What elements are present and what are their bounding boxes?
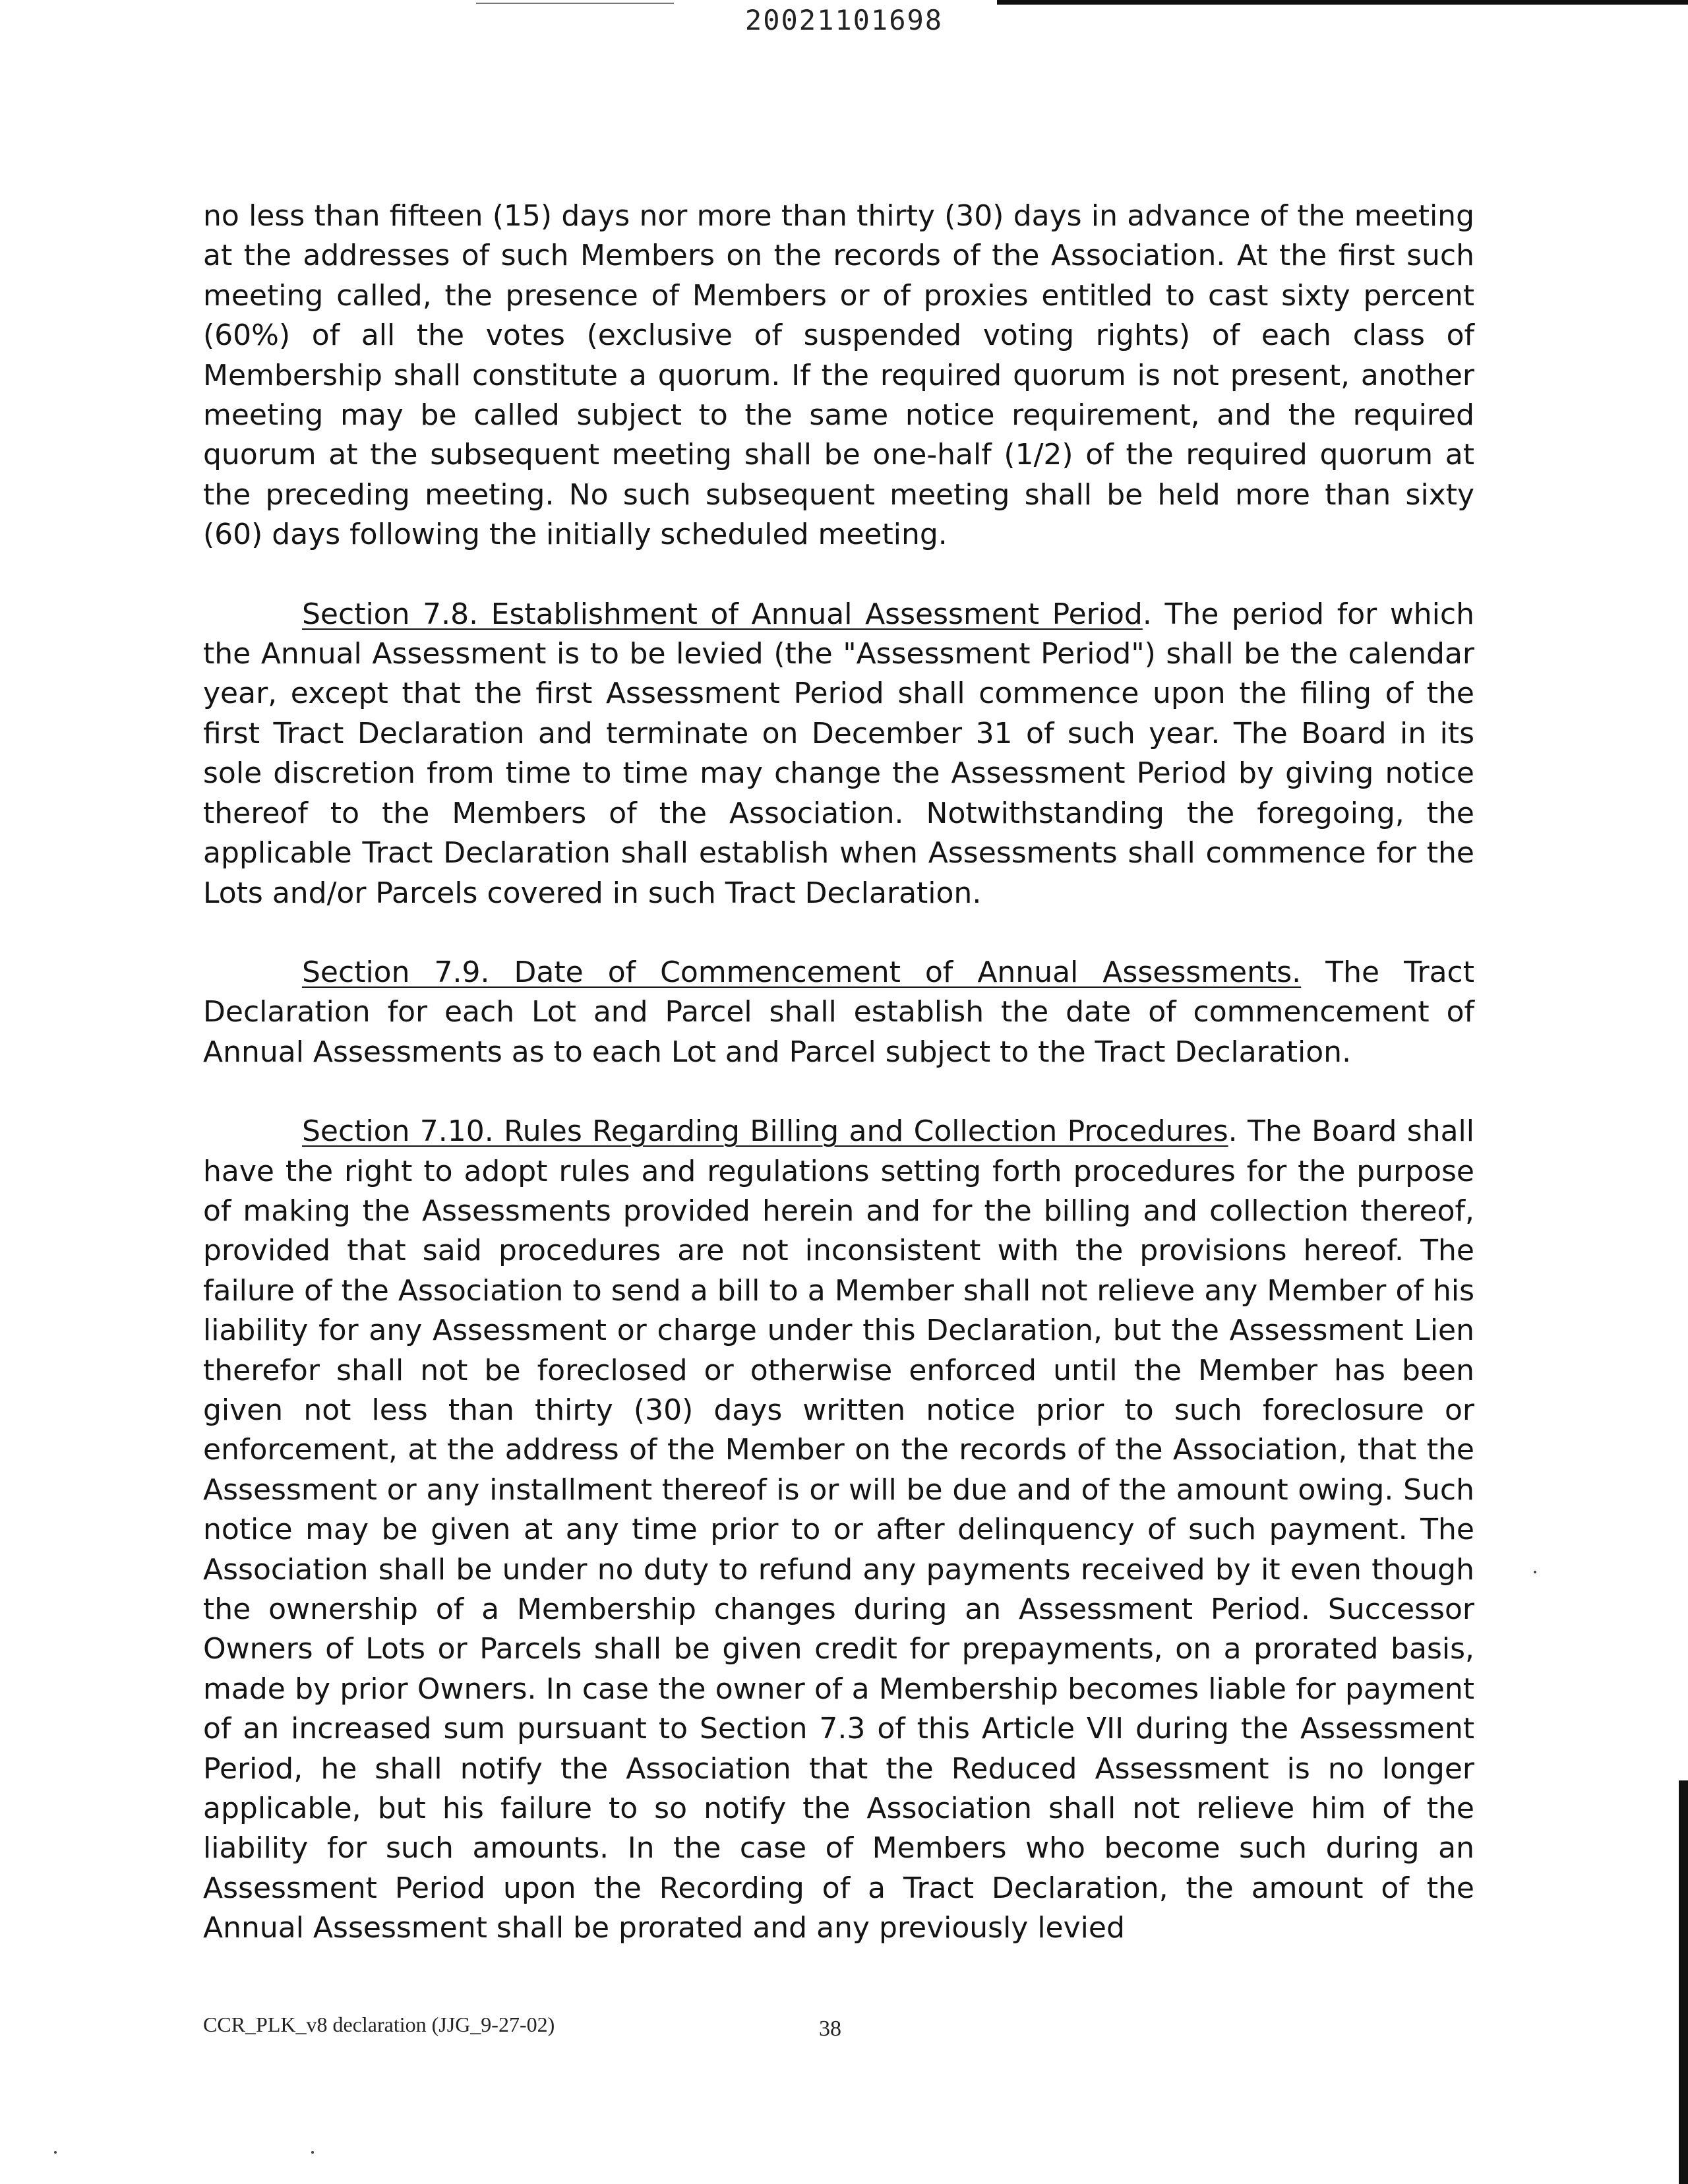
scan-speck — [311, 2151, 314, 2154]
section-7-9-heading: Section 7.9. Date of Commencement of Annual Assessments. — [302, 955, 1302, 989]
scan-speck — [1534, 1571, 1536, 1573]
document-body — [203, 197, 1474, 1988]
continuation-paragraph: no less than fifteen (15) days nor more than thirty (30) days in advance of the meeting at the addresses of such Members on the records of the Association. At the first such meeting called, the presence of Members or of proxies entitled to cast sixty percent (60%) of all the votes (exclusive of suspended voting rights) of each class of Membership shall constitute a quorum. If the required quorum is not present, another meeting may be called subject to the same notice requirement, and the required quorum at the subsequent meeting shall be one-half (1/2) of the required quorum at the preceding meeting. No such subsequent meeting shall be held more than sixty (60) days following the initially scheduled meeting. — [203, 199, 1474, 552]
section-7-8-separator: . — [1142, 597, 1152, 631]
section-7-8-paragraph — [203, 595, 1474, 913]
document-number: 20021101698 — [744, 4, 944, 36]
section-7-10-paragraph — [203, 1112, 1474, 1949]
page-number: 38 — [819, 2017, 841, 2041]
section-7-10-separator: . — [1228, 1114, 1238, 1149]
section-7-9-paragraph — [203, 953, 1474, 1072]
scan-speck — [54, 2151, 57, 2154]
section-7-8-text: The period for which the Annual Assessment is to be levied (the "Assessment Period") shall be the calendar year, except that the first Assessment Period shall commence upon the filing of the first Tract Declaration and terminate on December 31 of such year. The Board in its sole discretion from time to time may change the Assessment Period by giving notice thereof to the Members of the Association. Notwithstanding the foregoing, the applicable Tract Declaration shall establish when Assessments shall commence for the Lots and/or Parcels covered in such Tract Declaration. — [203, 597, 1474, 910]
section-7-10-heading: Section 7.10. Rules Regarding Billing and Collection Procedures — [302, 1114, 1228, 1149]
scan-artifact-right-edge — [1679, 1780, 1688, 2184]
section-7-10-text: The Board shall have the right to adopt rules and regulations setting forth procedures for the purpose of making the Assessments provided herein and for the billing and collection thereof, provided that said procedures are not inconsistent with the provisions hereof. The failure of the Association to send a bill to a Member shall not relieve any Member of his liability for any Assessment or charge under this Declaration, but the Assessment Lien therefor shall not be foreclosed or otherwise enforced until the Member has been given not less than thirty (30) days written notice prior to such foreclosure or enforcement, at the address of the Member on the records of the Association, that the Assessment or any installment thereof is or will be due and of the amount owing. Such notice may be given at any time prior to or after delinquency of such payment. The Association shall be under no duty to refund any payments received by it even though the ownership of a Membership changes during an Assessment Period. Successor Owners of Lots or Parcels shall be given credit for prepayments, on a prorated basis, made by prior Owners. In case the owner of a Membership becomes liable for payment of an increased sum pursuant to Section 7.3 of this Article VII during the Assessment Period, he shall notify the Association that the Reduced Assessment is no longer applicable, but his failure to so notify the Association shall not relieve him of the liability for such amounts. In the case of Members who become such during an Assessment Period upon the Recording of a Tract Declaration, the amount of the Annual Assessment shall be prorated and any previously levied — [203, 1114, 1475, 1945]
footer-document-id: CCR_PLK_v8 declaration (JJG_9-27-02) — [203, 2013, 555, 2036]
section-7-8-heading: Section 7.8. Establishment of Annual Assessment Period — [302, 597, 1143, 631]
section-7-9-text: The Tract Declaration for each Lot and Parcel shall establish the date of commencement of Annual Assessments as to each Lot and Parcel subject to the Tract Declaration. — [203, 955, 1474, 1069]
